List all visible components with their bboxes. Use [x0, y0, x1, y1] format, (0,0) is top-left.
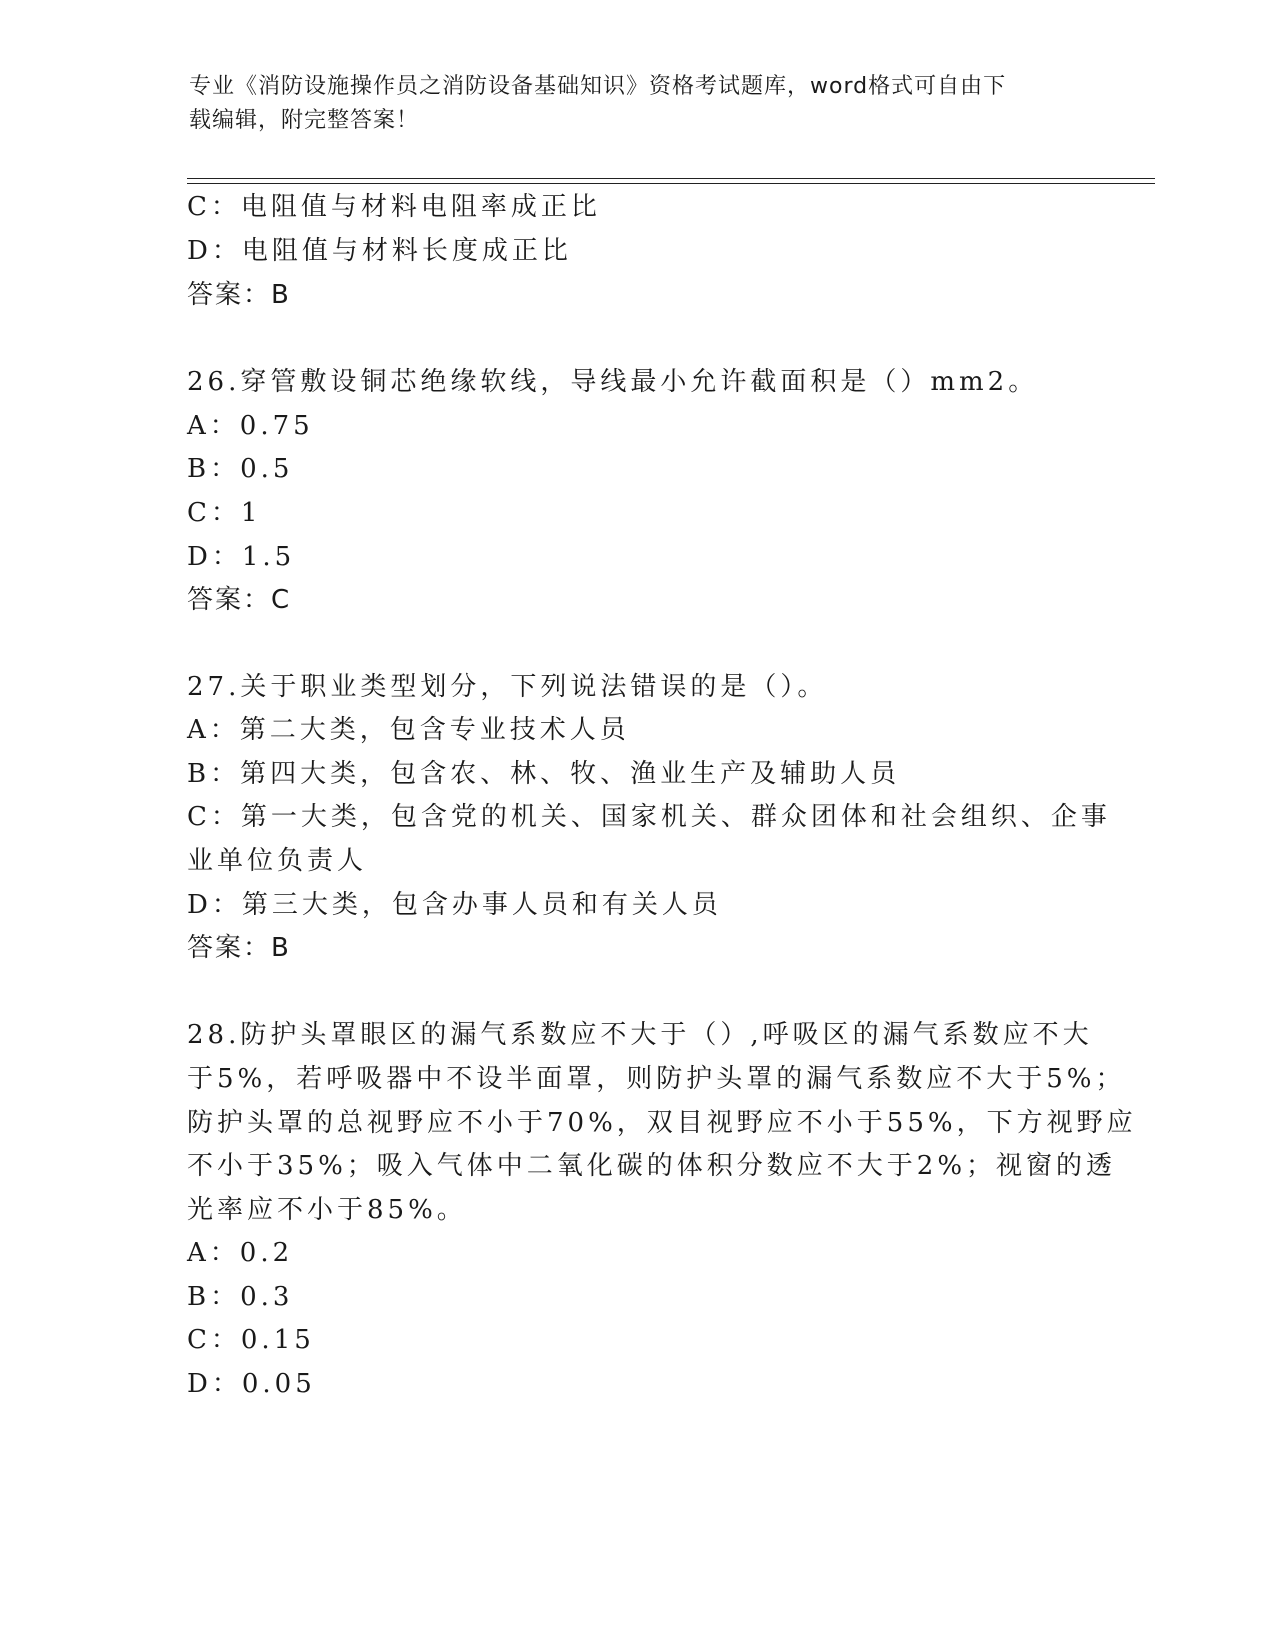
q26-option-d: D：1.5: [187, 542, 296, 572]
header-divider-top: [187, 178, 1155, 179]
q28-option-a: A：0.2: [187, 1238, 294, 1268]
q28-option-c: C：0.15: [187, 1325, 315, 1355]
q27-stem: 27.关于职业类型划分，下列说法错误的是（）。: [187, 672, 828, 702]
q27-option-d: D：第三大类，包含办事人员和有关人员: [187, 890, 722, 920]
q27-option-a: A：第二大类，包含专业技术人员: [187, 715, 630, 745]
q27-answer: 答案：B: [187, 933, 291, 963]
q27-option-c-continued: 业单位负责人: [187, 846, 368, 876]
q28-stem-line-1: 28.防护头罩眼区的漏气系数应不大于（）,呼吸区的漏气系数应不大: [187, 1020, 1093, 1050]
q28-stem-line-4: 不小于35%；吸入气体中二氧化碳的体积分数应不大于2%；视窗的透: [187, 1151, 1117, 1181]
prev-answer: 答案：B: [187, 280, 291, 310]
q26-option-c: C：1: [187, 498, 262, 528]
q28-stem-line-5: 光率应不小于85%。: [187, 1195, 467, 1225]
q28-option-b: B：0.3: [187, 1282, 294, 1312]
q28-stem-line-3: 防护头罩的总视野应不小于70%，双目视野应不小于55%，下方视野应: [187, 1108, 1137, 1138]
header-line-1: 专业《消防设施操作员之消防设备基础知识》资格考试题库，word格式可自由下: [189, 74, 1007, 99]
q26-answer: 答案：C: [187, 585, 292, 615]
q26-option-a: A：0.75: [187, 411, 314, 441]
q27-option-b: B：第四大类，包含农、林、牧、渔业生产及辅助人员: [187, 759, 901, 789]
header-divider-bottom: [187, 183, 1155, 184]
q26-option-b: B：0.5: [187, 454, 294, 484]
q28-option-d: D：0.05: [187, 1369, 316, 1399]
q28-stem-line-2: 于5%，若呼吸器中不设半面罩，则防护头罩的漏气系数应不大于5%；: [187, 1064, 1126, 1094]
prev-option-c: C：电阻值与材料电阻率成正比: [187, 192, 601, 222]
prev-option-d: D：电阻值与材料长度成正比: [187, 236, 572, 266]
q27-option-c: C：第一大类，包含党的机关、国家机关、群众团体和社会组织、企事: [187, 802, 1111, 832]
document-header: [189, 70, 1089, 138]
q26-stem: 26.穿管敷设铜芯绝缘软线，导线最小允许截面积是（）mm2。: [187, 367, 1039, 397]
header-line-2: 载编辑，附完整答案！: [189, 108, 420, 133]
